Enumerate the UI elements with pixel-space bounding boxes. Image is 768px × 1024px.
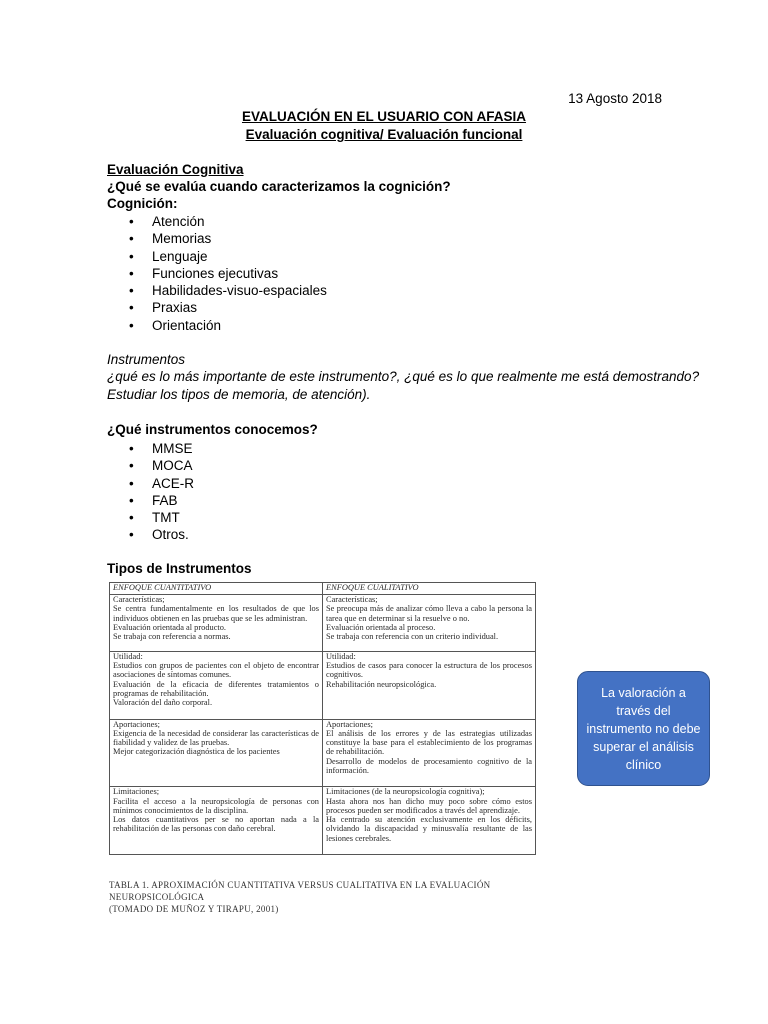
list-item: • Atención: [129, 214, 205, 229]
list-item: • ACE-R: [129, 475, 195, 491]
cell-text: Aportaciones;: [326, 719, 373, 729]
list-item: • FAB: [129, 492, 178, 508]
cell-text: Evaluación de la eficacia de diferentes tratamientos o programas de rehabilitación.: [113, 679, 319, 698]
table-row: [110, 595, 536, 652]
bullet-icon: •: [129, 283, 134, 299]
bullet-icon: •: [129, 317, 134, 333]
bullet-icon: •: [129, 527, 134, 543]
table-cell: [110, 651, 323, 719]
table-row: [110, 719, 536, 787]
table-cell: [323, 719, 536, 787]
question-cognition: ¿Qué se evalúa cuando caracterizamos la cognición?: [107, 179, 451, 194]
table-cell: [323, 651, 536, 719]
bullet-icon: •: [129, 492, 134, 508]
cell-text: El análisis de los errores y de las estrategias utilizadas constituye la base para el establecimiento de los programas de rehabilitación.: [326, 728, 532, 757]
bullet-icon: •: [129, 458, 134, 474]
bullet-icon: •: [129, 214, 134, 229]
cell-text: Se trabaja con referencia a normas.: [113, 632, 231, 642]
bullet-icon: •: [129, 475, 134, 491]
caption-title: TABLA 1. APROXIMACIÓN CUANTITATIVA VERSUS CUALITATIVA EN LA EVALUACIÓN NEUROPSICOLÓGICA: [109, 880, 491, 902]
table-cell: [110, 787, 323, 855]
list-item: • Funciones ejecutivas: [129, 265, 279, 281]
table-cell: [110, 595, 323, 652]
question-instruments: ¿Qué instrumentos conocemos?: [107, 422, 318, 437]
callout-text: La valoración a través del instrumento no debe superar el análisis clínico: [586, 685, 701, 772]
section-heading: Evaluación Cognitiva: [107, 162, 244, 177]
cell-text: Mejor categorización diagnóstica de los pacientes: [113, 747, 280, 757]
list-item: • Memorias: [129, 231, 212, 247]
list-item: • Otros.: [129, 527, 189, 543]
comparison-table: [109, 582, 536, 855]
cell-text: Estudios con grupos de pacientes con el objeto de encontrar asociaciones de síntomas comunes.: [113, 661, 319, 680]
list-item: • MOCA: [129, 458, 193, 474]
instrumentos-label: Instrumentos: [107, 352, 186, 367]
bullet-icon: •: [129, 231, 134, 247]
tipos-heading: Tipos de Instrumentos: [107, 561, 252, 576]
cell-text: Rehabilitación neuropsicológica.: [326, 679, 437, 689]
list-item: • MMSE: [129, 441, 193, 456]
instruments-list: [107, 440, 194, 544]
cell-text: Se preocupa más de analizar cómo lleva a cabo la persona la tarea que en determinar si la resuelve o no.: [326, 604, 532, 623]
cell-text: Evaluación orientada al producto.: [113, 622, 227, 632]
cell-text: Estudios de casos para conocer la estructura de los procesos cognitivos.: [326, 661, 532, 680]
list-item: • Praxias: [129, 300, 198, 316]
cell-text: Se centra fundamentalmente en los resultados de que los individuos obtienen en las pruebas que se les administran.: [113, 604, 319, 623]
table-row: [110, 651, 536, 719]
cell-text: Hasta ahora nos han dicho muy poco sobre cómo estos procesos pueden ser modificados a través del aprendizaje.: [326, 796, 532, 815]
table-header-row: [110, 583, 536, 595]
cell-text: Se trabaja con referencia con un criterio individual.: [326, 632, 499, 642]
cell-text: Utilidad:: [113, 651, 143, 661]
cognition-list: [107, 213, 327, 334]
cell-text: Utilidad:: [326, 651, 356, 661]
table-cell: [110, 719, 323, 787]
cell-text: Exigencia de la necesidad de considerar las características de fiabilidad y validez de las pruebas.: [113, 728, 319, 748]
table-cell: [323, 787, 536, 855]
table-caption: [109, 879, 549, 915]
document-title: EVALUACIÓN EN EL USUARIO CON AFASIA: [241, 109, 527, 124]
cell-text: Valoración del daño corporal.: [113, 698, 213, 708]
cell-text: Desarrollo de modelos de procesamiento cognitivo de la información.: [326, 756, 532, 776]
cell-text: Facilita el acceso a la neuropsicología de personas con mínimos conocimientos de la disciplina.: [113, 796, 319, 815]
list-item: • Habilidades-visuo-espaciales: [129, 283, 327, 299]
list-item: • Lenguaje: [129, 248, 208, 264]
list-item: • Orientación: [129, 317, 222, 333]
cell-text: Evaluación orientada al proceso.: [326, 622, 436, 632]
cell-text: Limitaciones;: [113, 787, 160, 797]
cognition-label: Cognición:: [107, 196, 178, 211]
table-header-qualitative: ENFOQUE CUALITATIVO: [323, 583, 536, 595]
caption-source: (TOMADO DE MUÑOZ Y TIRAPU, 2001): [109, 904, 279, 914]
callout-box: [577, 671, 710, 786]
list-item: • TMT: [129, 510, 180, 526]
cell-text: Aportaciones;: [113, 719, 160, 729]
table-row: [110, 787, 536, 855]
bullet-icon: •: [129, 265, 134, 281]
document-date: 13 Agosto 2018: [568, 91, 662, 106]
document-subtitle: Evaluación cognitiva/ Evaluación funcional: [245, 127, 523, 142]
instrumentos-question: ¿qué es lo más importante de este instrumento?, ¿qué es lo que realmente me está demostrando?: [107, 369, 700, 384]
table-header-quantitative: ENFOQUE CUANTITATIVO: [110, 583, 323, 595]
cell-text: Ha centrado su atención exclusivamente en los déficits, olvidando la discapacidad y minusvalía resultante de las lesiones cerebrales.: [326, 815, 532, 843]
table-cell: [323, 595, 536, 652]
bullet-icon: •: [129, 248, 134, 264]
instrumentos-note: Estudiar los tipos de memoria, de atención).: [107, 387, 371, 402]
cell-text: Los datos cuantitativos per se no aportan nada a la rehabilitación de las personas con daño cerebral.: [113, 815, 319, 834]
cell-text: Características;: [326, 595, 378, 604]
bullet-icon: •: [129, 300, 134, 316]
bullet-icon: •: [129, 510, 134, 526]
cell-text: Características;: [113, 595, 165, 604]
bullet-icon: •: [129, 441, 134, 456]
cell-text: Limitaciones (de la neuropsicología cognitiva);: [326, 787, 485, 797]
